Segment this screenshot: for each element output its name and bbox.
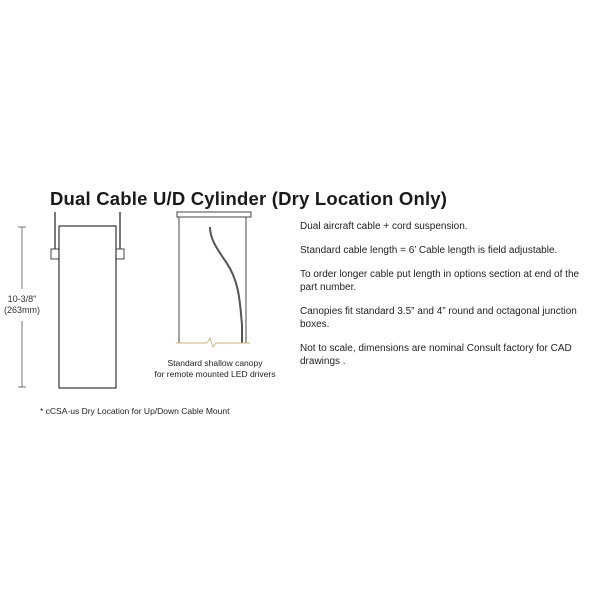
- break-mark-icon: [176, 338, 250, 347]
- cylinder-body: [59, 226, 116, 388]
- note-longer-cable: To order longer cable put length in options section at end of the part number.: [300, 269, 580, 293]
- canopy-caption: [148, 358, 282, 380]
- note-scale: Not to scale, dimensions are nominal Consult factory for CAD drawings .: [300, 343, 572, 367]
- note-canopies: Canopies fit standard 3.5” and 4” round and octagonal junction boxes.: [300, 306, 577, 330]
- note-suspension: Dual aircraft cable + cord suspension.: [300, 221, 468, 232]
- note-cable-length: Standard cable length = 6’ Cable length is field adjustable.: [300, 245, 558, 256]
- caption-line-2: for remote mounted LED drivers: [154, 369, 276, 379]
- cylinder-fixture: [51, 212, 124, 388]
- height-metric: (263mm): [3, 305, 40, 315]
- height-dimension-label: [0, 294, 44, 316]
- canopy-detail: [176, 212, 251, 347]
- specification-notes: [300, 220, 590, 379]
- certification-footnote: * cCSA-us Dry Location for Up/Down Cable Mount: [40, 406, 230, 416]
- caption-line-1: Standard shallow canopy: [167, 358, 263, 368]
- height-imperial: 10-3/8": [7, 294, 37, 304]
- product-title: Dual Cable U/D Cylinder (Dry Location Only): [50, 188, 448, 209]
